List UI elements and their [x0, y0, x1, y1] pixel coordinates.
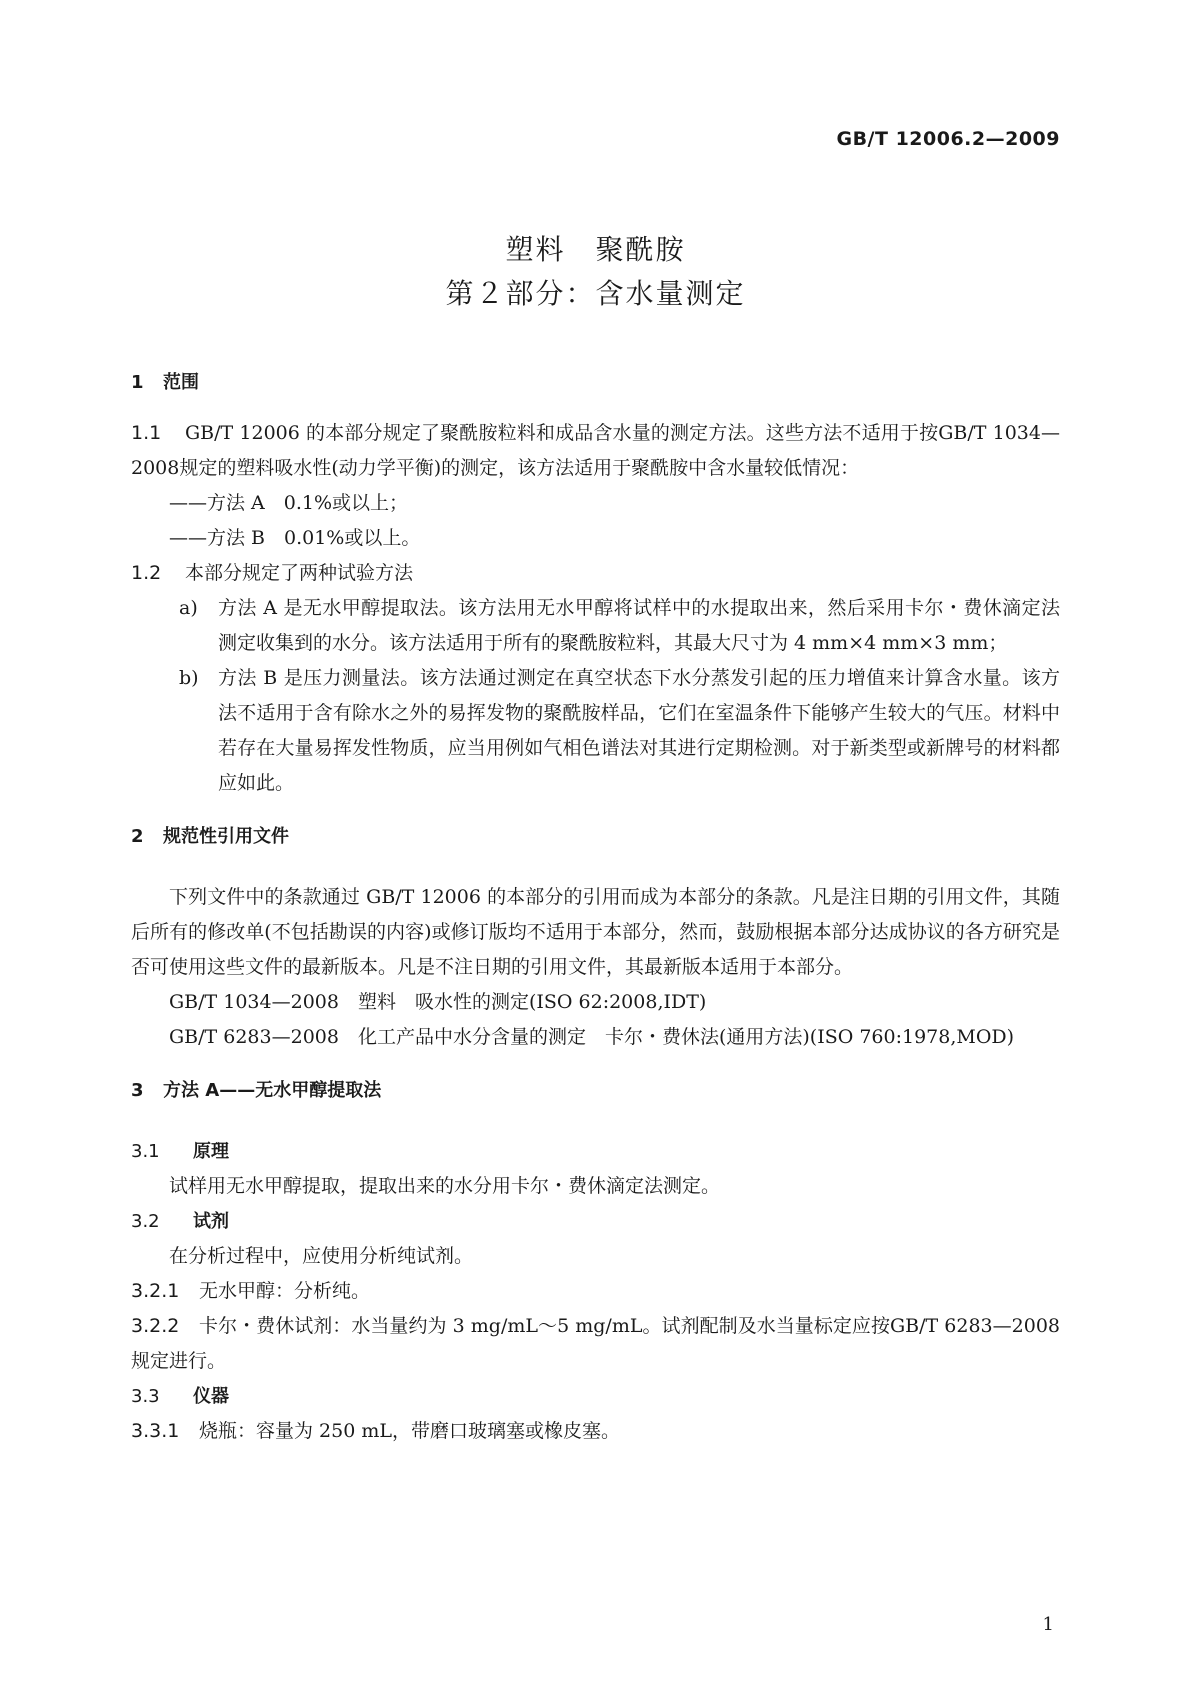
- clause-1-1: [131, 416, 1060, 486]
- reference-item: GB/T 1034—2008 塑料 吸水性的测定(ISO 62:2008,IDT): [169, 991, 707, 1013]
- clause-number: 3.2.1: [131, 1280, 180, 1302]
- subsection-number: 3.2: [131, 1211, 160, 1232]
- clause-3-3-1: [131, 1414, 1060, 1449]
- principle-text: 试样用无水甲醇提取，提取出来的水分用卡尔・费休滴定法测定。: [169, 1175, 721, 1197]
- clause-text: 卡尔・费休试剂：水当量约为 3 mg/mL～5 mg/mL。试剂配制及水当量标定应按GB/T 6283—2008规定进行。: [131, 1315, 1060, 1372]
- subsection-heading-reagents: [131, 1204, 1060, 1239]
- document-title-line1: 塑料 聚酰胺: [505, 233, 686, 266]
- clause-number: 3.3.1: [131, 1420, 180, 1442]
- reference-item: GB/T 6283—2008 化工产品中水分含量的测定 卡尔・费休法(通用方法)(ISO 760:1978,MOD): [169, 1026, 1015, 1048]
- clause-text: 烧瓶：容量为 250 mL，带磨口玻璃塞或橡皮塞。: [199, 1420, 620, 1442]
- clause-text: 无水甲醇：分析纯。: [199, 1280, 371, 1302]
- list-marker: b): [179, 667, 199, 689]
- clause-text: GB/T 12006 的本部分规定了聚酰胺粒料和成品含水量的测定方法。这些方法不适用于按GB/T 1034—2008规定的塑料吸水性(动力学平衡)的测定，该方法适用于聚酰胺中含水量较低情况：: [131, 422, 1060, 479]
- clause-number: 3.2.2: [131, 1315, 180, 1337]
- section-number: 3: [131, 1080, 144, 1101]
- reagents-text: 在分析过程中，应使用分析纯试剂。: [169, 1245, 474, 1267]
- page-number: 1: [1042, 1614, 1054, 1635]
- list-marker: a): [179, 597, 198, 619]
- list-item-text: 方法 A 是无水甲醇提取法。该方法用无水甲醇将试样中的水提取出来，然后采用卡尔・费休滴定法测定收集到的水分。该方法适用于所有的聚酰胺粒料，其最大尺寸为 4 mm×4 mm×3 mm；: [218, 597, 1060, 654]
- subsection-heading-apparatus: [131, 1379, 1060, 1414]
- clause-1-2: [131, 556, 1060, 591]
- section-heading-normative-references: [131, 819, 1060, 854]
- document-body: [131, 365, 1060, 1449]
- clause-text: 本部分规定了两种试验方法: [185, 562, 414, 584]
- subsection-number: 3.3: [131, 1386, 160, 1407]
- section-title: 规范性引用文件: [163, 826, 289, 847]
- subsection-heading-principle: [131, 1134, 1060, 1169]
- section-heading-method-a: [131, 1073, 1060, 1108]
- list-item-a: [131, 591, 1060, 661]
- clause-3-2-1: [131, 1274, 1060, 1309]
- standard-number: GB/T 12006.2—2009: [836, 128, 1060, 150]
- section-number: 1: [131, 372, 144, 393]
- references-intro: 下列文件中的条款通过 GB/T 12006 的本部分的引用而成为本部分的条款。凡是注日期的引用文件，其随后所有的修改单(不包括勘误的内容)或修订版均不适用于本部分，然而，鼓励根据本部分达成协议的各方研究是否可使用这些文件的最新版本。凡是不注日期的引用文件，其最新版本适用于本部分。: [131, 886, 1060, 978]
- subsection-number: 3.1: [131, 1141, 160, 1162]
- section-heading-scope: [131, 365, 1060, 400]
- list-item-text: 方法 B 是压力测量法。该方法通过测定在真空状态下水分蒸发引起的压力增值来计算含水量。该方法不适用于含有除水之外的易挥发物的聚酰胺样品，它们在室温条件下能够产生较大的气压。材料中若存在大量易挥发性物质，应当用例如气相色谱法对其进行定期检测。对于新类型或新牌号的材料都应如此。: [218, 667, 1060, 794]
- section-title: 方法 A——无水甲醇提取法: [163, 1080, 382, 1101]
- dash-item-method-b: ——方法 B 0.01%或以上。: [169, 527, 421, 549]
- clause-3-2-2: [131, 1309, 1060, 1379]
- section-title: 范围: [163, 372, 199, 393]
- clause-number: 1.2: [131, 562, 162, 584]
- subsection-title: 试剂: [193, 1211, 229, 1232]
- dash-item-method-a: ——方法 A 0.1%或以上；: [169, 492, 409, 514]
- clause-number: 1.1: [131, 422, 162, 444]
- subsection-title: 仪器: [193, 1386, 229, 1407]
- document-title-line2: 第２部分：含水量测定: [445, 277, 746, 310]
- section-number: 2: [131, 826, 144, 847]
- subsection-title: 原理: [193, 1141, 229, 1162]
- list-item-b: [131, 661, 1060, 801]
